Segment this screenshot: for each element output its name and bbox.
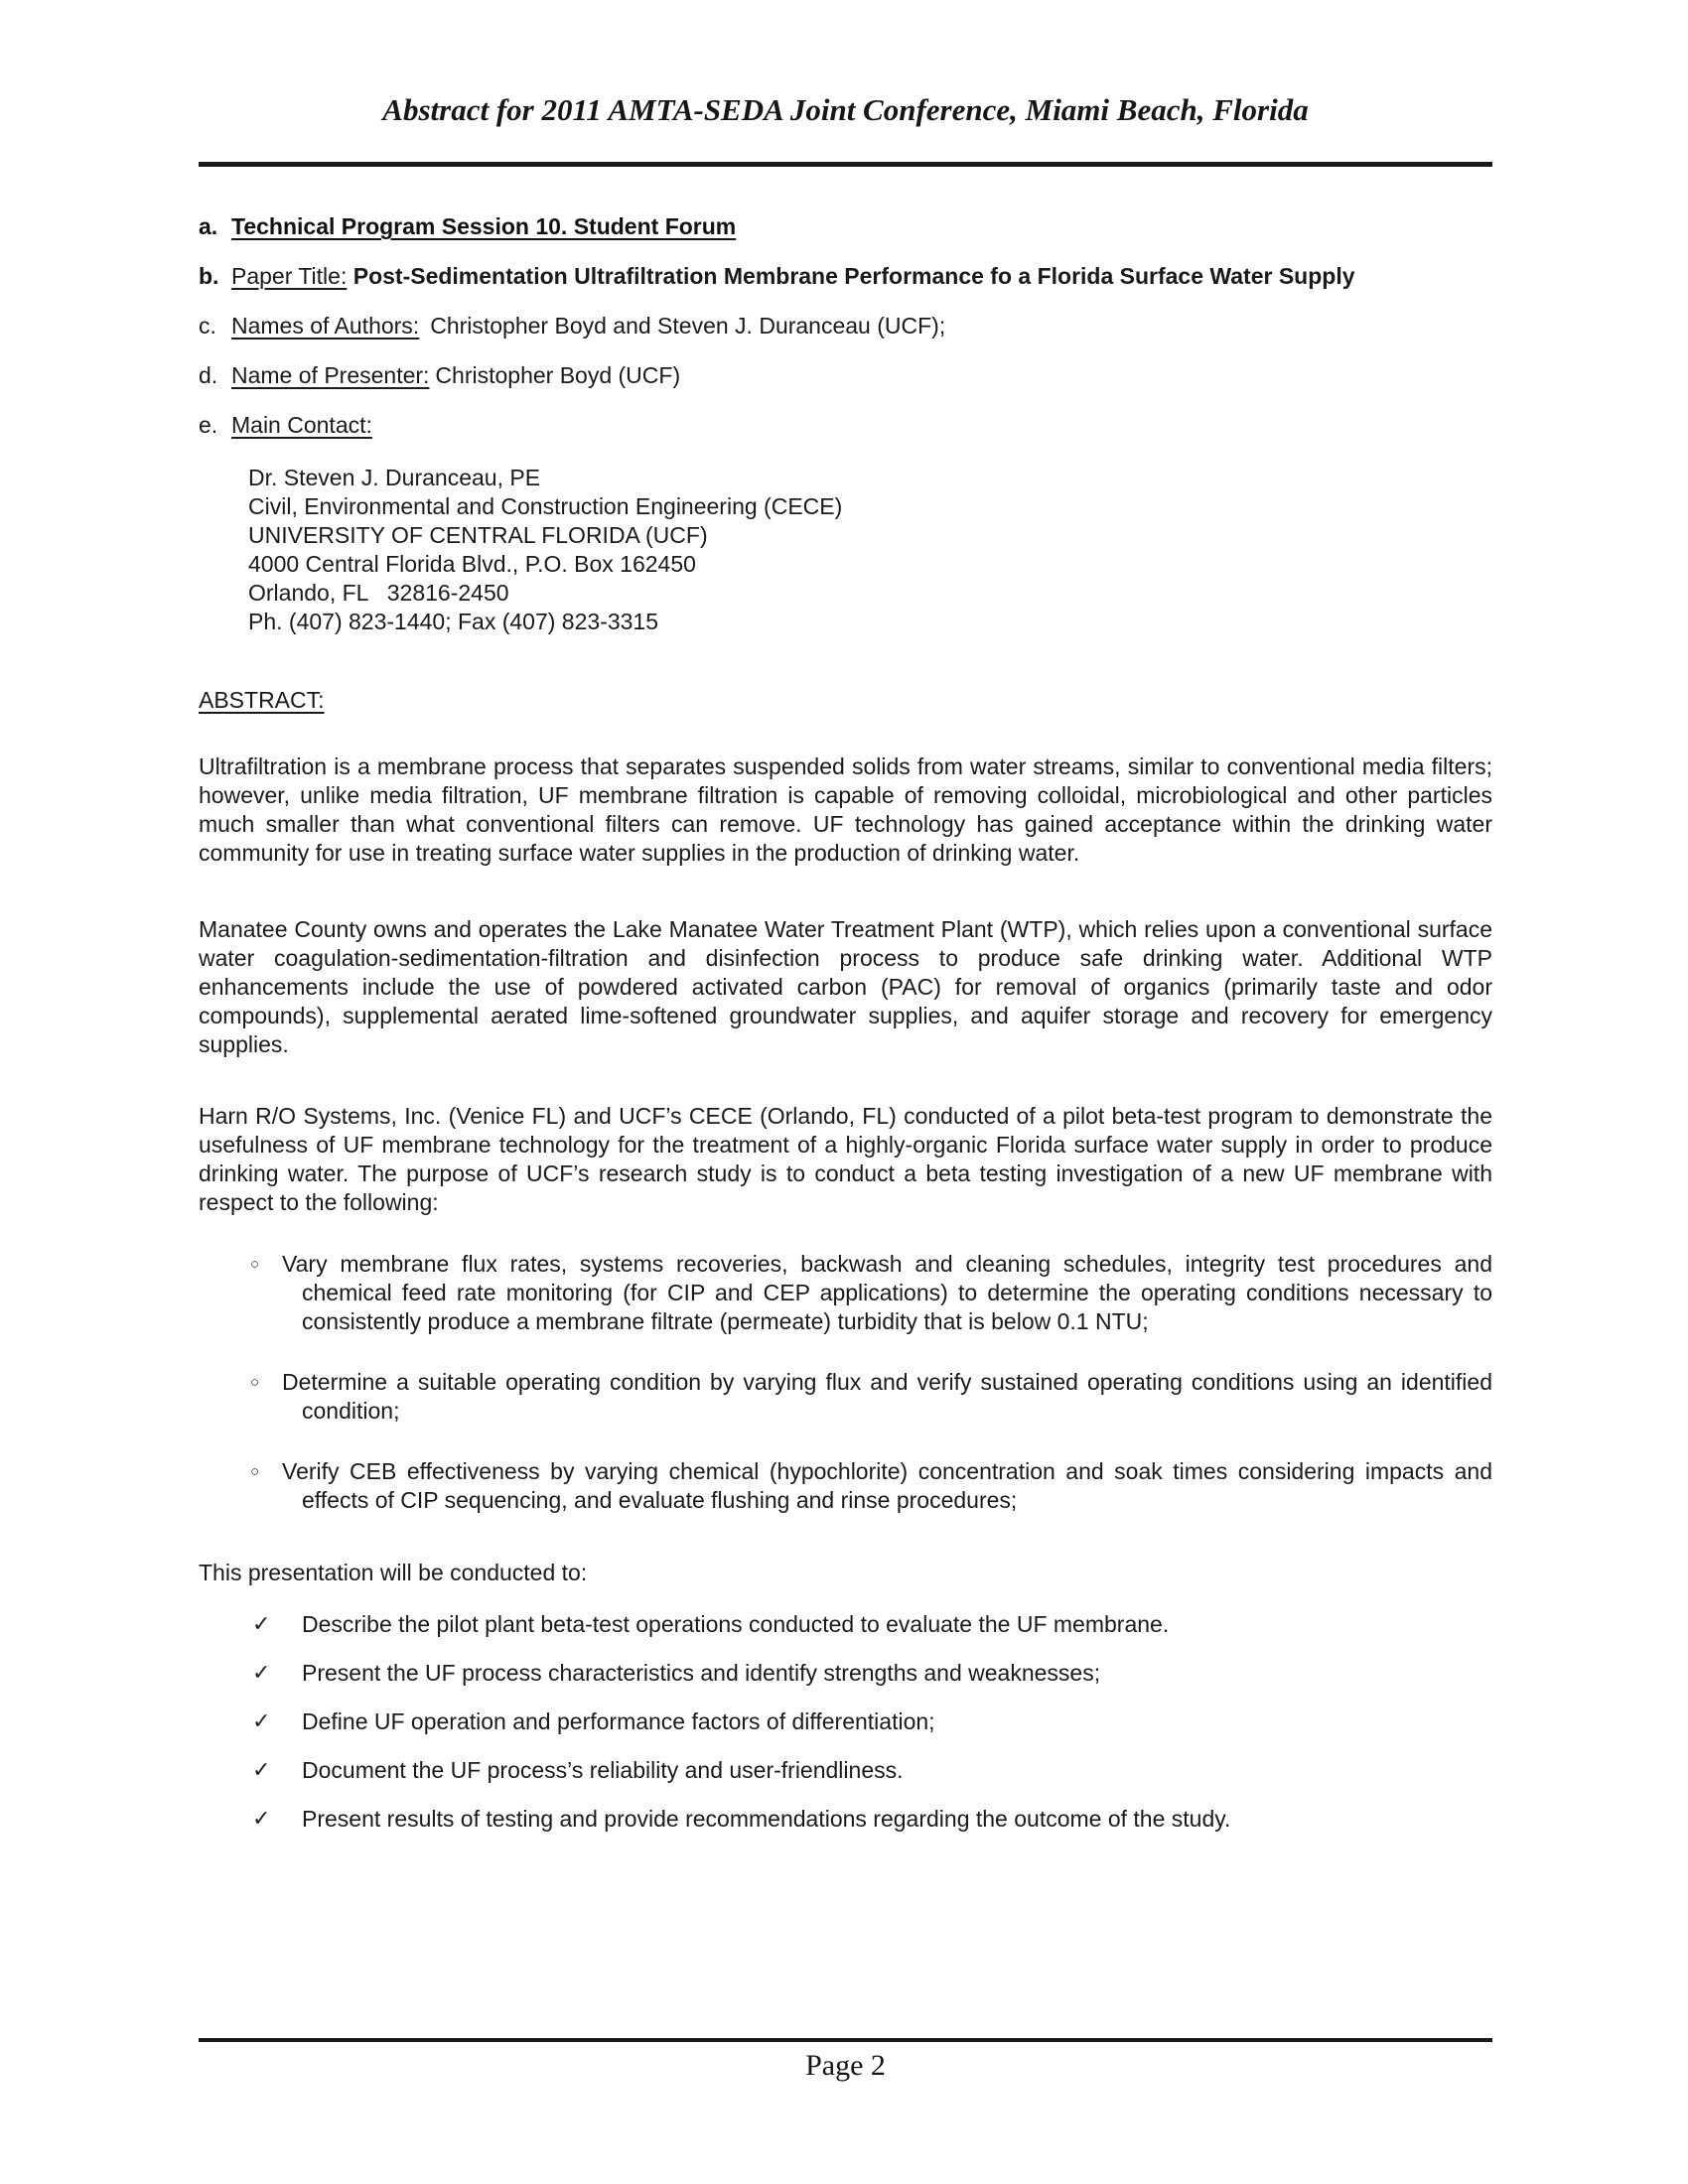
- abstract-paragraph: Manatee County owns and operates the Lake Manatee Water Treatment Plant (WTP), which relies upon a conventional surface water coagulation-sedimentation-filtration and disinfection process to produce safe drinking water. Additional WTP enhancements include the use of powdered activated carbon (PAC) for removal of organics (primarily taste and odor compounds), supplemental aerated lime-softened groundwater supplies, and aquifer storage and recovery for emergency supplies.: [199, 916, 1492, 1057]
- circle-bullet-icon: ○: [250, 1374, 260, 1391]
- session-title: Technical Program Session 10. Student Forum: [231, 213, 737, 239]
- contact-university: UNIVERSITY OF CENTRAL FLORIDA (UCF): [248, 522, 708, 548]
- contact-street-address: 4000 Central Florida Blvd., P.O. Box 162450: [248, 551, 696, 577]
- list-item: [199, 1805, 1492, 1834]
- contact-block: [248, 464, 1492, 636]
- abstract-paragraph: Ultrafiltration is a membrane process that separates suspended solids from water streams, similar to conventional media filters; however, unlike media filtration, UF membrane filtration is capable of removing colloidal, microbiological and other particles much smaller than what conventional filters can remove. UF technology has gained acceptance within the drinking water community for use in treating surface water supplies in the production of drinking water.: [199, 753, 1492, 866]
- circle-bullet-icon: ○: [250, 1463, 260, 1480]
- list-item: [199, 1368, 1492, 1426]
- abstract-paragraph: Harn R/O Systems, Inc. (Venice FL) and UCF’s CECE (Orlando, FL) conducted of a pilot beta-test program to demonstrate the usefulness of UF membrane technology for the treatment of a highly-organic Florida surface water supply in order to produce drinking water. The purpose of UCF’s research study is to conduct a beta testing investigation of a new UF membrane with respect to the following:: [199, 1103, 1492, 1215]
- conference-header-title: Abstract for 2011 AMTA-SEDA Joint Conference, Miami Beach, Florida: [382, 92, 1309, 127]
- page-number: Page 2: [805, 2049, 886, 2082]
- authors-key: Names of Authors:: [231, 313, 420, 339]
- paper-title-line: [231, 262, 1492, 291]
- list-item: [199, 1610, 1492, 1639]
- contact-city-state-zip: Orlando, FL 32816-2450: [248, 580, 509, 606]
- checkmark-icon: ✓: [252, 1611, 271, 1636]
- list-item: [199, 1659, 1492, 1688]
- presenter-key: Name of Presenter:: [231, 362, 430, 388]
- bullet-text: Vary membrane flux rates, systems recoveries, backwash and cleaning schedules, integrity test procedures and chemical feed rate monitoring (for CIP and CEP applications) to determine the operating conditions necessary to consistently produce a membrane filtrate (permeate) turbidity that is below 0.1 NTU;: [282, 1251, 1492, 1334]
- header-divider-rule: [199, 162, 1492, 167]
- objective-bullet-list: [199, 1250, 1492, 1515]
- abstract-heading-text: ABSTRACT:: [199, 687, 325, 713]
- presentation-check-list: [199, 1610, 1492, 1834]
- item-session: [199, 212, 1492, 241]
- paper-title-key: Paper Title:: [231, 263, 348, 289]
- document-content: [0, 91, 1688, 1834]
- main-contact-key: Main Contact:: [231, 412, 372, 438]
- item-label-b: b.: [199, 263, 219, 289]
- list-item: [199, 1756, 1492, 1785]
- checkmark-icon: ✓: [252, 1708, 271, 1733]
- list-item: [199, 1707, 1492, 1736]
- list-item: [199, 1457, 1492, 1515]
- contact-name: Dr. Steven J. Duranceau, PE: [248, 465, 541, 490]
- bullet-text: Verify CEB effectiveness by varying chemical (hypochlorite) concentration and soak times considering impacts and effects of CIP sequencing, and evaluate flushing and rinse procedures;: [282, 1458, 1492, 1513]
- item-label-c: c.: [199, 313, 216, 339]
- list-item: [199, 1250, 1492, 1336]
- footer-divider-rule: [199, 2038, 1492, 2042]
- item-label-e: e.: [199, 412, 218, 438]
- check-item-text: Present results of testing and provide recommendations regarding the outcome of the study.: [302, 1806, 1231, 1832]
- item-label-d: d.: [199, 362, 218, 388]
- item-authors: [199, 312, 1492, 341]
- circle-bullet-icon: ○: [250, 1256, 260, 1273]
- item-paper-title: [199, 262, 1492, 291]
- bullet-text: Determine a suitable operating condition by varying flux and verify sustained operating conditions using an identified condition;: [282, 1369, 1492, 1424]
- presenter-value: Christopher Boyd (UCF): [435, 362, 681, 388]
- check-item-text: Define UF operation and performance factors of differentiation;: [302, 1708, 935, 1734]
- item-label-a: a.: [199, 213, 218, 239]
- checkmark-icon: ✓: [252, 1806, 271, 1831]
- item-main-contact: [199, 411, 1492, 440]
- check-item-text: Present the UF process characteristics and identify strengths and weaknesses;: [302, 1660, 1101, 1686]
- contact-phone-fax: Ph. (407) 823-1440; Fax (407) 823-3315: [248, 609, 658, 634]
- check-item-text: Describe the pilot plant beta-test operations conducted to evaluate the UF membrane.: [302, 1611, 1170, 1637]
- paper-title-text: Post-Sedimentation Ultrafiltration Membrane Performance fo a Florida Surface Water Supply: [352, 263, 1355, 289]
- checkmark-icon: ✓: [252, 1757, 271, 1782]
- checkmark-icon: ✓: [252, 1660, 271, 1685]
- authors-value: Christopher Boyd and Steven J. Duranceau (UCF);: [430, 313, 946, 339]
- lettered-item-list: [199, 212, 1492, 440]
- item-presenter: [199, 361, 1492, 390]
- abstract-heading: [199, 686, 1492, 715]
- presentation-intro: This presentation will be conducted to:: [199, 1560, 588, 1585]
- contact-department: Civil, Environmental and Construction Engineering (CECE): [248, 493, 843, 519]
- check-item-text: Document the UF process’s reliability and user-friendliness.: [302, 1757, 904, 1783]
